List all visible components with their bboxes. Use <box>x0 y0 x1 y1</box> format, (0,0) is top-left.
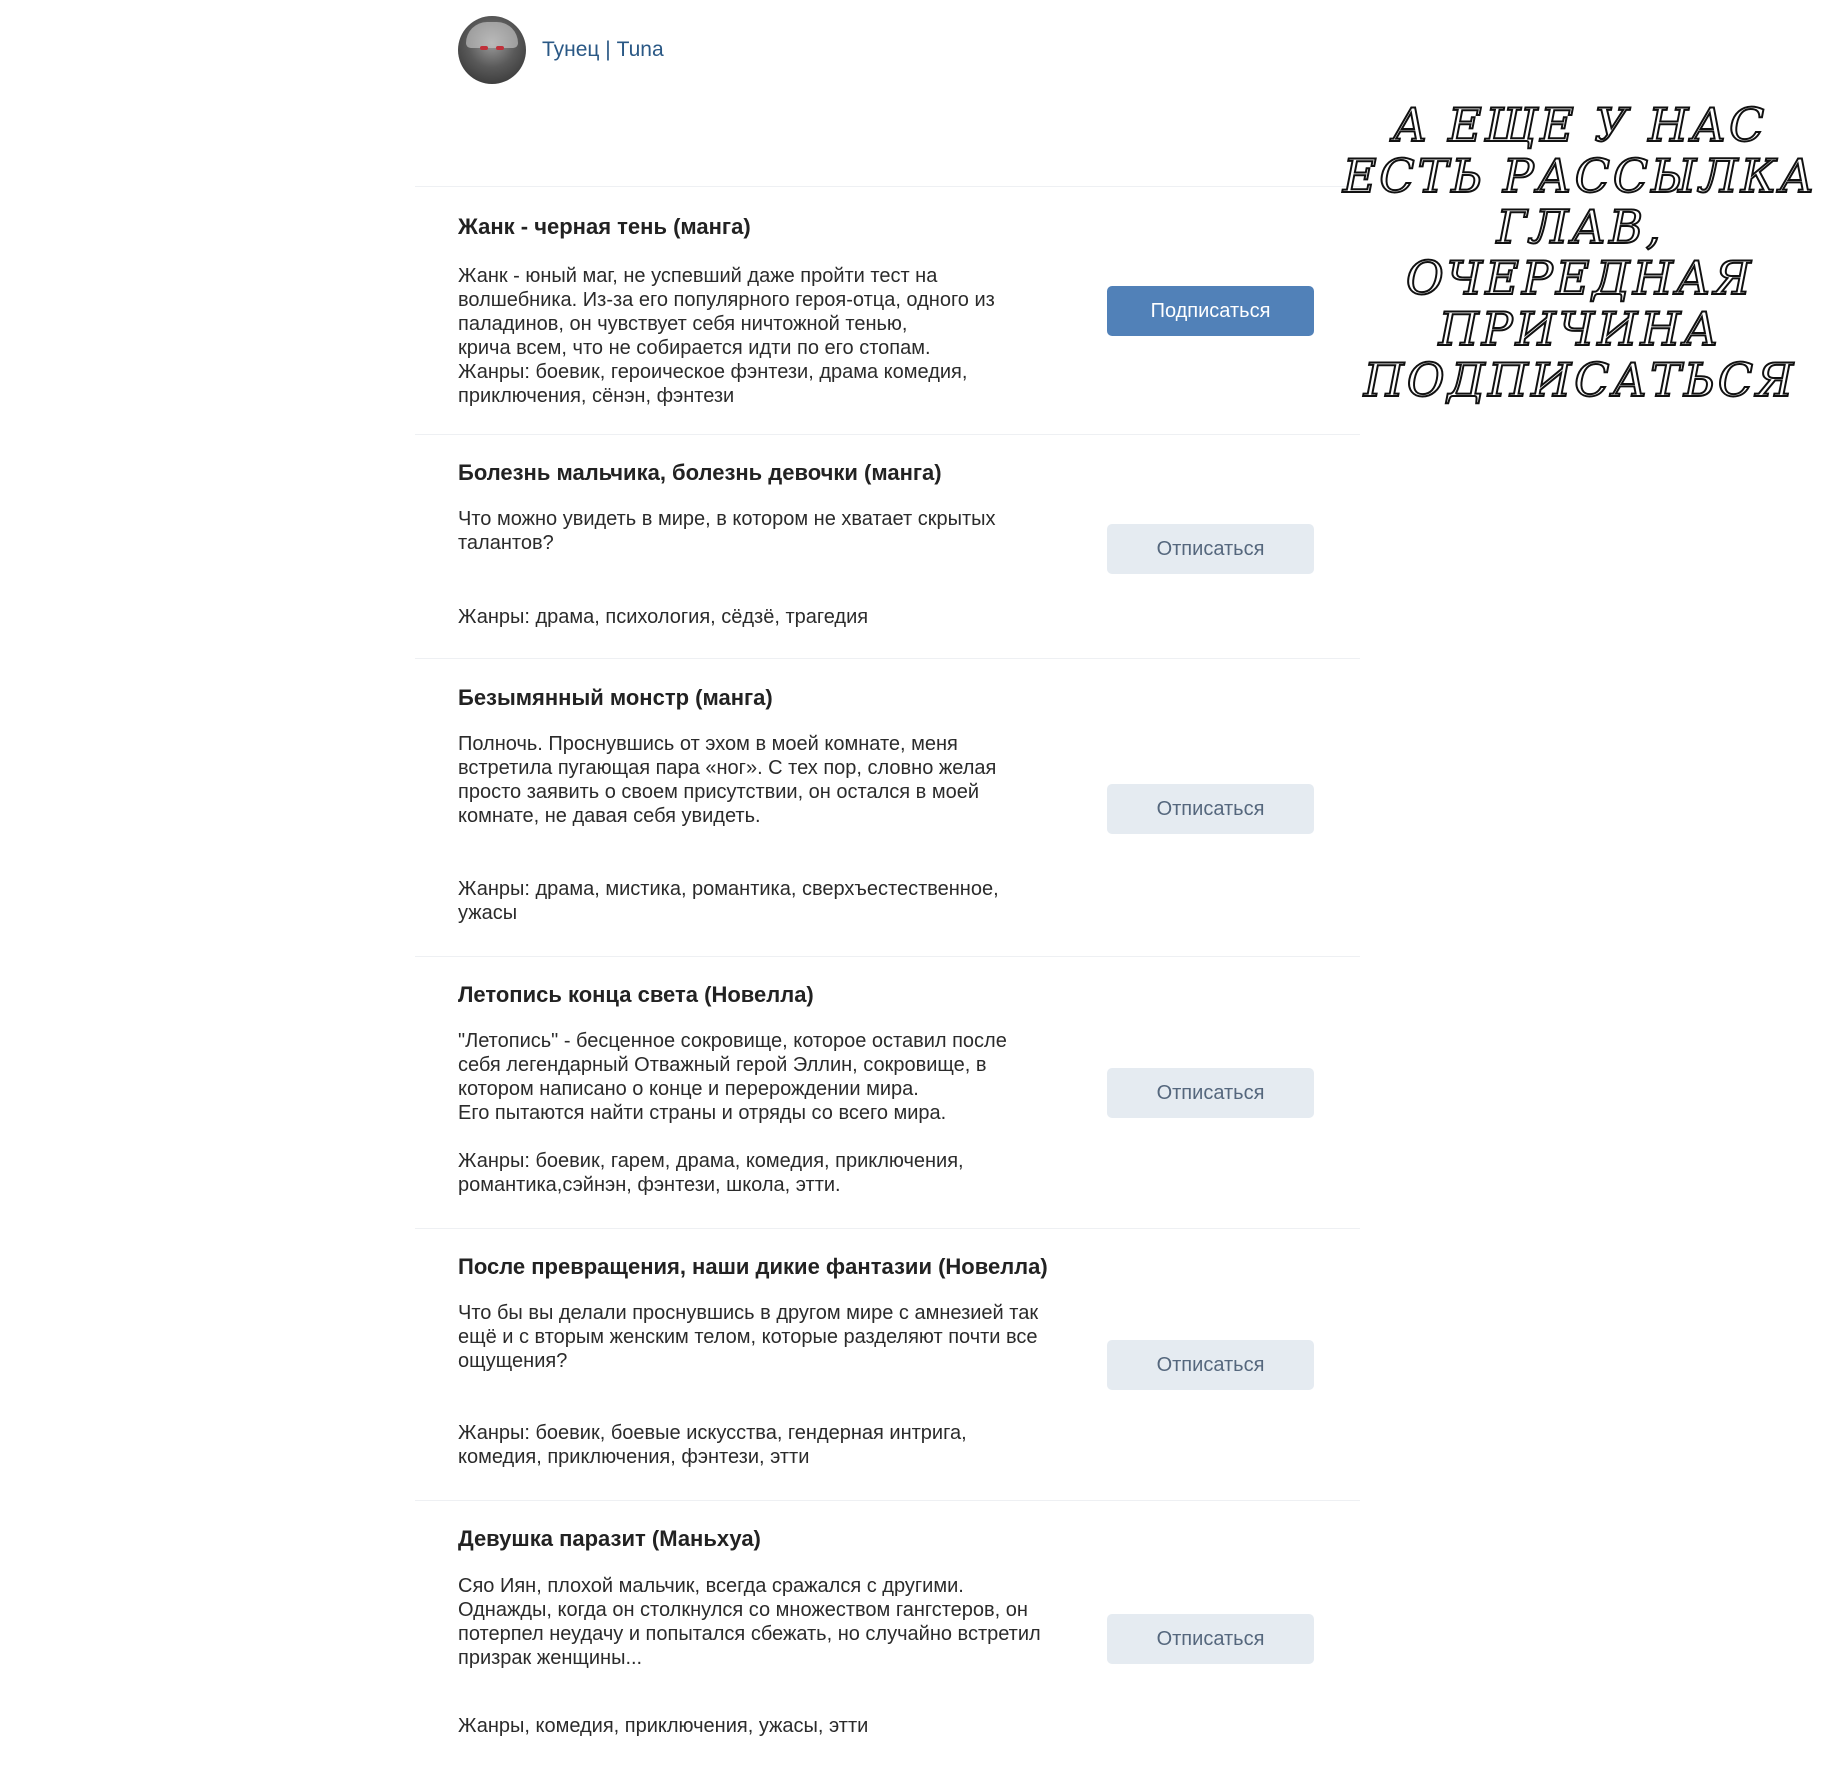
list-item <box>415 186 1360 434</box>
item-genres: Жанры: драма, мистика, романтика, сверхъестественное, ужасы <box>458 878 999 924</box>
list-item <box>415 658 1360 956</box>
item-title: Летопись конца света (Новелла) <box>458 982 814 1007</box>
item-title: Безымянный монстр (манга) <box>458 685 773 710</box>
community-header <box>458 16 664 84</box>
unsubscribe-button[interactable]: Отписаться <box>1107 784 1314 834</box>
list-item <box>415 956 1360 1228</box>
item-genres: Жанры: боевик, гарем, драма, комедия, приключения, романтика,сэйнэн, фэнтези, школа, этти. <box>458 1150 964 1196</box>
unsubscribe-button[interactable]: Отписаться <box>1107 524 1314 574</box>
item-genres: Жанры: драма, психология, сёдзё, трагедия <box>458 606 869 628</box>
promo-caption: А ЕЩЕ У НАС ЕСТЬ РАССЫЛКА ГЛАВ, ОЧЕРЕДНАЯ ПРИЧИНА ПОДПИСАТЬСЯ <box>1342 98 1818 407</box>
community-avatar[interactable] <box>458 16 526 84</box>
subscribe-button[interactable]: Подписаться <box>1107 286 1314 336</box>
item-description: Сяо Иян, плохой мальчик, всегда сражался с другими. Однажды, когда он столкнулся со множеством гангстеров, он потерпел неудачу и попытался сбежать, но случайно встретил призрак женщины... <box>458 1575 1041 1669</box>
item-title: После превращения, наши дикие фантазии (Новелла) <box>458 1254 1048 1279</box>
list-item <box>415 434 1360 658</box>
item-description: "Летопись" - бесценное сокровище, которое оставил после себя легендарный Отважный герой Эллин, сокровище, в котором написано о конце и перерождении мира. Его пытаются найти страны и отряды со всего мира. <box>458 1030 1007 1124</box>
list-item <box>415 1228 1360 1500</box>
unsubscribe-button[interactable]: Отписаться <box>1107 1614 1314 1664</box>
item-description: Что бы вы делали проснувшись в другом мире с амнезией так ещё и с вторым женским телом, которые разделяют почти все ощущения? <box>458 1302 1039 1372</box>
unsubscribe-button[interactable]: Отписаться <box>1107 1340 1314 1390</box>
community-name-link[interactable]: Тунец | Tuna <box>542 38 664 61</box>
item-description: Полночь. Проснувшись от эхом в моей комнате, меня встретила пугающая пара «ног». С тех пор, словно желая просто заявить о своем присутствии, он остался в моей комнате, не давая себя увидеть. <box>458 733 997 827</box>
item-description: Жанк - юный маг, не успевший даже пройти тест на волшебника. Из-за его популярного героя-отца, одного из паладинов, он чувствует себя ничтожной тенью, крича всем, что не собирается идти по его стопам. Жанры: боевик, героическое фэнтези, драма комедия, приключения, сёнэн, фэнтези <box>458 265 995 407</box>
item-title: Жанк - черная тень (манга) <box>458 214 751 239</box>
list-item <box>415 1500 1360 1765</box>
item-genres: Жанры, комедия, приключения, ужасы, этти <box>458 1715 869 1737</box>
unsubscribe-button[interactable]: Отписаться <box>1107 1068 1314 1118</box>
subscription-list <box>415 186 1360 1765</box>
item-title: Болезнь мальчика, болезнь девочки (манга) <box>458 460 942 485</box>
item-genres: Жанры: боевик, боевые искусства, гендерная интрига, комедия, приключения, фэнтези, этти <box>458 1422 967 1468</box>
item-title: Девушка паразит (Маньхуа) <box>458 1526 761 1551</box>
item-description: Что можно увидеть в мире, в котором не хватает скрытых талантов? <box>458 508 996 554</box>
